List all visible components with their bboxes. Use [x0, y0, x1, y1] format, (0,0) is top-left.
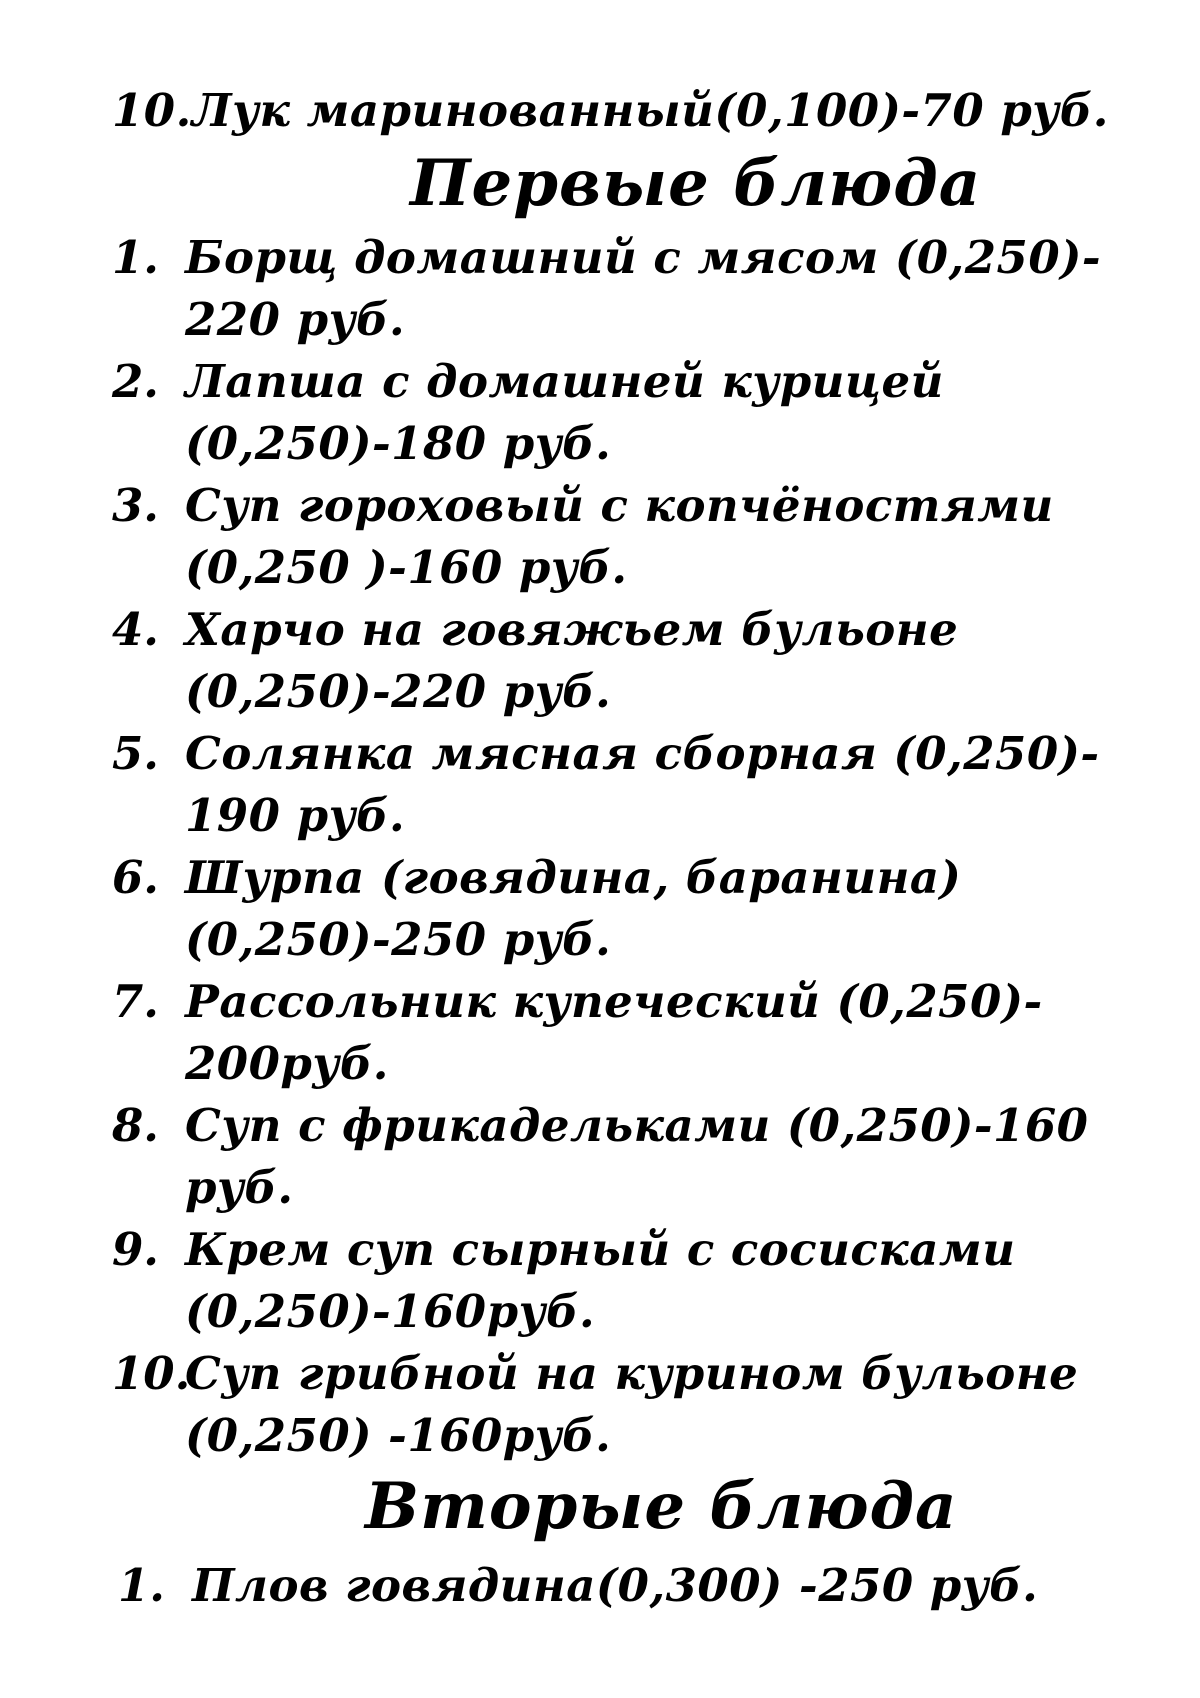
menu-item-line: (0,250)-250 руб. [185, 913, 612, 966]
menu-item-line: 200руб. [185, 1037, 389, 1090]
menu-item-line: (0,250)-180 руб. [185, 417, 612, 470]
item-number: 1. [118, 1559, 165, 1612]
menu-item-line: Лапша с домашней курицей [185, 355, 944, 408]
second-courses-heading: Вторые блюда [365, 1469, 958, 1544]
item-number: 4. [112, 603, 159, 656]
menu-item-line: (0,250)-160руб. [185, 1285, 596, 1338]
menu-item-line: Харчо на говяжьем бульоне [185, 603, 959, 656]
item-number: 5. [112, 727, 159, 780]
item-number: 8. [112, 1099, 159, 1152]
menu-item-line: (0,250)-220 руб. [185, 665, 612, 718]
menu-item-line: Плов говядина(0,300) -250 руб. [192, 1559, 1039, 1612]
menu-item-line: 220 руб. [185, 293, 406, 346]
pickled-onion-item: 10.Лук маринованный(0,100)-70 руб. [112, 84, 1109, 137]
item-number: 7. [112, 975, 159, 1028]
menu-item-line: Суп грибной на курином бульоне [185, 1347, 1079, 1400]
first-courses-heading: Первые блюда [410, 146, 982, 221]
menu-item-line: Борщ домашний с мясом (0,250)- [185, 231, 1102, 284]
menu-item-line: Суп с фрикадельками (0,250)-160 [185, 1099, 1089, 1152]
menu-item-line: 190 руб. [185, 789, 406, 842]
menu-item-line: Шурпа (говядина, баранина) [185, 851, 962, 904]
menu-item-line: (0,250 )-160 руб. [185, 541, 628, 594]
item-number: 10. [112, 1347, 191, 1400]
menu-item-line: Крем суп сырный с сосисками [185, 1223, 1016, 1276]
menu-item-line: Рассольник купеческий (0,250)- [185, 975, 1043, 1028]
menu-item-line: Солянка мясная сборная (0,250)- [185, 727, 1100, 780]
item-number: 1. [112, 231, 159, 284]
item-number: 9. [112, 1223, 159, 1276]
item-number: 2. [112, 355, 159, 408]
item-number: 3. [112, 479, 159, 532]
menu-item-line: руб. [185, 1161, 294, 1214]
menu-item-line: Суп гороховый с копчёностями [185, 479, 1054, 532]
menu-item-line: (0,250) -160руб. [185, 1409, 612, 1462]
item-number: 6. [112, 851, 159, 904]
